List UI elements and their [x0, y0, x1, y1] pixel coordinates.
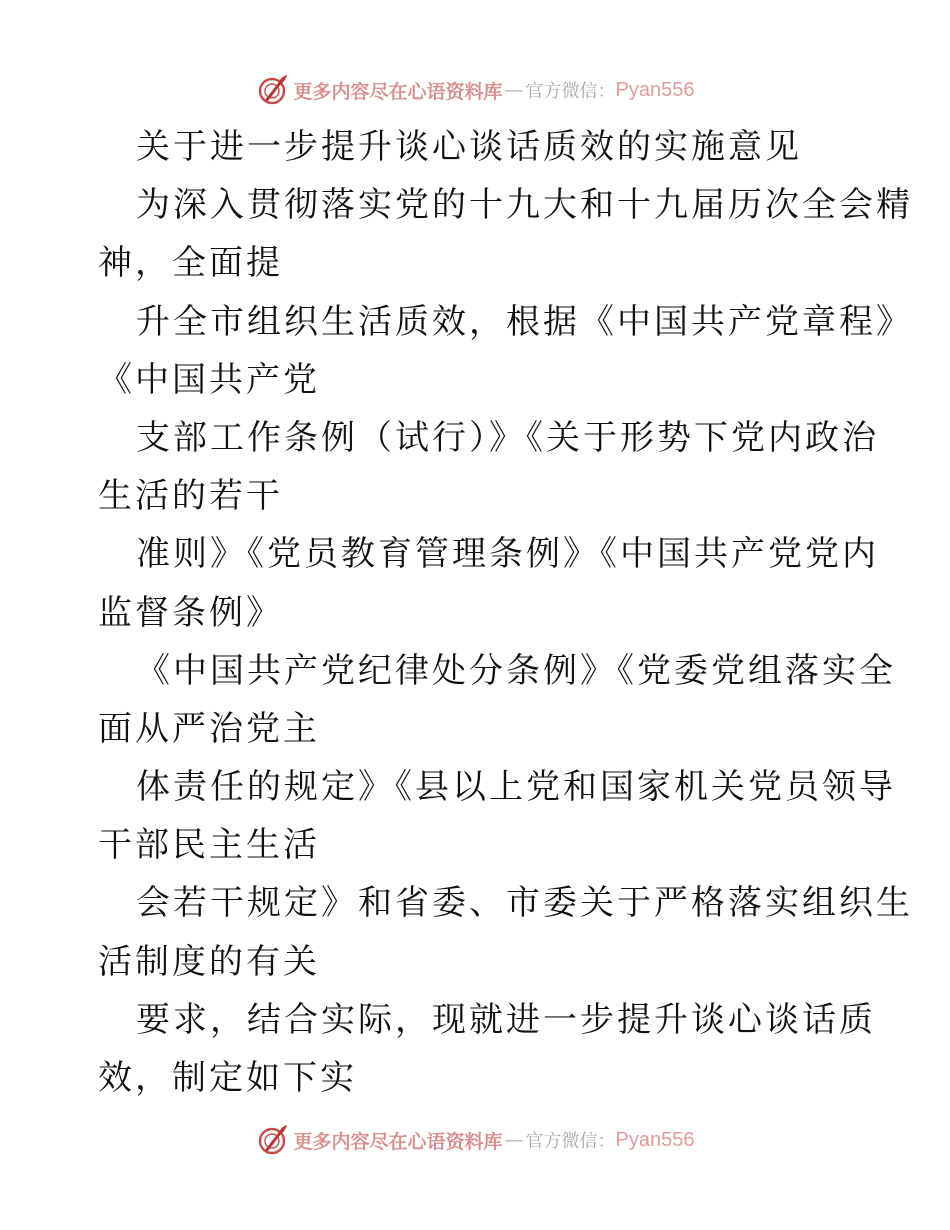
banner-site-name: 更多内容尽在心语资料库: [293, 80, 503, 103]
text-line: 活制度的有关: [98, 941, 320, 982]
banner-wechat-label: 官方微信：: [525, 1131, 616, 1152]
text-line: 支部工作条例（试行）》《关于形势下党内政治: [136, 417, 879, 458]
text-line: 神，全面提: [98, 243, 283, 284]
banner-dash: —: [504, 79, 524, 101]
quill-pen-circle-icon: [256, 1124, 288, 1156]
banner-wechat-handle: Pyan556: [615, 1128, 695, 1151]
banner-wechat-label: 官方微信：: [525, 81, 616, 102]
quill-pen-circle-icon: [256, 74, 288, 106]
text-line: 效，制定如下实: [98, 1058, 357, 1098]
banner-wechat-handle: Pyan556: [615, 78, 695, 101]
footer-watermark: [0, 1120, 950, 1160]
text-line: 干部民主生活: [98, 825, 320, 866]
text-line: 会若干规定》和省委、市委关于严格落实组织生: [136, 883, 913, 924]
text-line: 关于进一步提升谈心谈话质效的实施意见: [136, 127, 802, 167]
header-watermark: [0, 70, 950, 110]
document-body: [98, 118, 913, 1107]
text-line: 生活的若干: [98, 476, 283, 517]
text-line: 《中国共产党: [98, 359, 320, 400]
text-line: 要求，结合实际，现就进一步提升谈心谈话质: [136, 999, 876, 1040]
text-line: 面从严治党主: [98, 708, 320, 749]
text-line: 监督条例》: [98, 592, 283, 633]
text-line: 为深入贯彻落实党的十九大和十九届历次全会精: [136, 185, 913, 226]
text-line: 升全市组织生活质效，根据《中国共产党章程》: [136, 301, 913, 342]
banner-site-name: 更多内容尽在心语资料库: [293, 1130, 503, 1153]
text-line: 《中国共产党纪律处分条例》《党委党组落实全: [136, 650, 896, 691]
banner-dash: —: [504, 1129, 524, 1151]
text-line: 体责任的规定》《县以上党和国家机关党员领导: [136, 767, 896, 808]
text-line: 准则》《党员教育管理条例》《中国共产党党内: [136, 534, 879, 575]
